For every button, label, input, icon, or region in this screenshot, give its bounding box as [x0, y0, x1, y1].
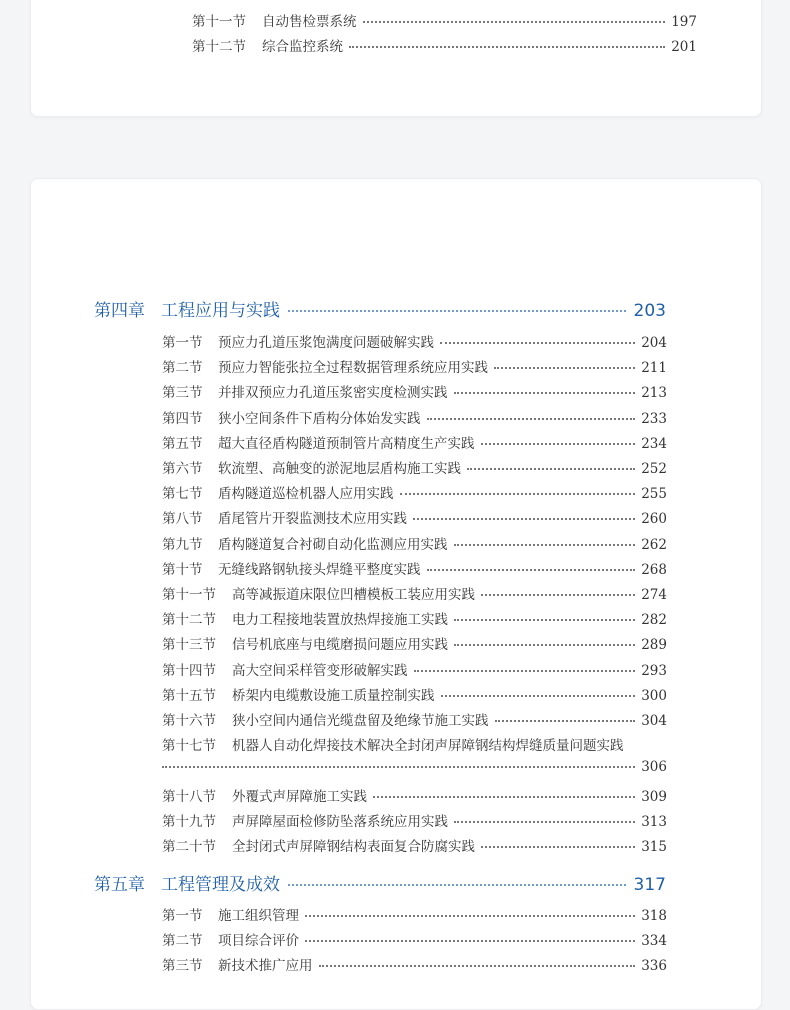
section-label: 第十二节: [162, 612, 216, 629]
toc-entry-continuation: [162, 759, 667, 775]
section-title: 超大直径盾构隧道预制管片高精度生产实践: [218, 435, 475, 452]
section-label: 第二十节: [162, 839, 216, 855]
section-label: 第十节: [162, 561, 203, 578]
section-label: 第十六节: [162, 713, 216, 729]
section-title: 并排双预应力孔道压浆密实度检测实践: [218, 385, 448, 402]
chapter-label: 第四章: [94, 301, 145, 321]
section-title: 桥架内电缆敷设施工质量控制实践: [232, 687, 435, 704]
page-number: 201: [671, 39, 697, 55]
dot-leader: [441, 695, 636, 697]
toc-entry[interactable]: [162, 633, 667, 653]
section-title: 自动售检票系统: [262, 14, 357, 30]
page-number: 318: [641, 908, 667, 924]
section-label: 第三节: [162, 385, 203, 402]
dot-leader: [481, 594, 635, 596]
toc-entry[interactable]: [162, 482, 667, 502]
dot-leader: [481, 443, 636, 445]
page-number: 309: [641, 788, 667, 805]
section-title: 高等减振道床限位凹槽模板工装应用实践: [232, 587, 475, 603]
dot-leader: [305, 915, 635, 917]
section-title: 施工组织管理: [218, 908, 299, 924]
dot-leader: [454, 392, 636, 394]
section-title: 盾尾管片开裂监测技术应用实践: [218, 511, 407, 528]
section-title: 信号机底座与电缆磨损问题应用实践: [232, 637, 448, 654]
section-label: 第八节: [162, 511, 203, 528]
toc-entry[interactable]: [162, 432, 667, 452]
page-number: 313: [641, 813, 667, 830]
section-label: 第一节: [162, 335, 203, 351]
section-title: 狭小空间条件下盾构分体始发实践: [218, 410, 421, 427]
page-number: 336: [641, 958, 667, 975]
section-label: 第二节: [162, 360, 203, 377]
toc-entry[interactable]: [162, 659, 667, 679]
section-title: 高大空间采样管变形破解实践: [232, 662, 408, 679]
section-label: 第十七节: [162, 738, 216, 755]
section-title: 全封闭式声屏障钢结构表面复合防腐实践: [232, 839, 475, 855]
section-label: 第十八节: [162, 788, 216, 805]
toc-entry[interactable]: [162, 810, 667, 830]
page-number: 268: [641, 561, 667, 578]
section-label: 第十一节: [162, 587, 216, 603]
toc-entry[interactable]: [162, 684, 667, 704]
toc-entry[interactable]: [162, 904, 667, 924]
toc-entry[interactable]: [162, 709, 667, 729]
section-label: 第十三节: [162, 637, 216, 654]
section-label: 第六节: [162, 461, 203, 477]
page-number: 255: [641, 486, 667, 503]
dot-leader: [454, 821, 635, 823]
section-label: 第三节: [162, 958, 203, 975]
section-title: 电力工程接地装置放热焊接施工实践: [232, 612, 448, 629]
section-label: 第二节: [162, 933, 203, 950]
chapter-heading[interactable]: [94, 296, 666, 321]
toc-entry[interactable]: [162, 785, 667, 805]
toc-entry[interactable]: [162, 608, 667, 628]
page-number: 234: [641, 435, 667, 452]
section-label: 第四节: [162, 410, 203, 427]
dot-leader: [454, 619, 635, 621]
dot-leader: [319, 965, 636, 967]
dot-leader: [373, 796, 635, 798]
section-title: 外覆式声屏障施工实践: [232, 788, 367, 805]
page-number: 300: [641, 687, 667, 704]
chapter-title: 工程管理及成效: [161, 875, 280, 895]
section-title: 软流塑、高触变的淤泥地层盾构施工实践: [218, 461, 461, 477]
dot-leader: [454, 644, 635, 646]
dot-leader: [400, 493, 636, 495]
dot-leader: [162, 766, 635, 768]
chapter-label: 第五章: [94, 875, 145, 895]
chapter-title: 工程应用与实践: [161, 301, 280, 321]
page-number: 262: [641, 536, 667, 553]
section-label: 第十五节: [162, 687, 216, 704]
section-title: 新技术推广应用: [218, 958, 313, 975]
section-title: 盾构隧道巡检机器人应用实践: [218, 486, 394, 503]
section-label: 第十一节: [192, 14, 246, 30]
page-number: 211: [641, 360, 667, 377]
section-label: 第十四节: [162, 662, 216, 679]
dot-leader: [305, 940, 635, 942]
page-number: 306: [641, 759, 667, 776]
dot-leader: [481, 846, 635, 848]
section-title: 机器人自动化焊接技术解决全封闭声屏障钢结构焊缝质量问题实践: [232, 738, 624, 755]
dot-leader: [467, 468, 635, 470]
dot-leader: [414, 670, 636, 672]
chapter-page-number: 317: [633, 875, 666, 895]
dot-leader: [494, 367, 635, 369]
toc-entry[interactable]: [162, 407, 667, 427]
section-title: 预应力孔道压浆饱满度问题破解实践: [218, 335, 434, 351]
section-label: 第十二节: [192, 39, 246, 55]
chapter-page-number: 203: [633, 301, 666, 321]
page-number: 204: [641, 335, 667, 351]
toc-entry[interactable]: [192, 35, 697, 55]
section-title: 盾构隧道复合衬砌自动化监测应用实践: [218, 536, 448, 553]
toc-entry[interactable]: [162, 835, 667, 855]
section-title: 综合监控系统: [262, 39, 343, 55]
toc-entry[interactable]: [162, 507, 667, 527]
section-title: 项目综合评价: [218, 933, 299, 950]
page-number: 315: [641, 839, 667, 855]
section-title: 预应力智能张拉全过程数据管理系统应用实践: [218, 360, 488, 377]
dot-leader: [427, 569, 636, 571]
chapter-heading[interactable]: [94, 870, 666, 895]
dot-leader: [349, 46, 665, 48]
page-number: 260: [641, 511, 667, 528]
section-title: 无缝线路钢轨接头焊缝平整度实践: [218, 561, 421, 578]
toc-entry[interactable]: [162, 954, 667, 974]
dot-leader: [495, 720, 636, 722]
page-number: 233: [641, 410, 667, 427]
section-label: 第五节: [162, 435, 203, 452]
toc-entry[interactable]: [192, 10, 697, 30]
toc-entry[interactable]: [162, 734, 638, 754]
toc-entry[interactable]: [162, 583, 667, 603]
dot-leader: [288, 310, 626, 312]
page-number: 282: [641, 612, 667, 629]
page-number: 289: [641, 637, 667, 654]
toc-entry[interactable]: [162, 533, 667, 553]
page-number: 334: [641, 933, 667, 950]
section-title: 狭小空间内通信光缆盘留及绝缘节施工实践: [232, 713, 489, 729]
toc-entry[interactable]: [162, 381, 667, 401]
section-title: 声屏障屋面检修防坠落系统应用实践: [232, 813, 448, 830]
section-label: 第一节: [162, 908, 203, 924]
page-number: 197: [671, 14, 697, 30]
toc-entry[interactable]: [162, 457, 667, 477]
dot-leader: [427, 418, 636, 420]
section-label: 第七节: [162, 486, 203, 503]
toc-entry[interactable]: [162, 558, 667, 578]
dot-leader: [363, 21, 666, 23]
page-number: 293: [641, 662, 667, 679]
section-label: 第十九节: [162, 813, 216, 830]
dot-leader: [413, 518, 635, 520]
dot-leader: [288, 884, 626, 886]
page-number: 252: [641, 461, 667, 477]
dot-leader: [440, 342, 635, 344]
section-label: 第九节: [162, 536, 203, 553]
toc-entry[interactable]: [162, 356, 667, 376]
page-number: 274: [641, 587, 667, 603]
page-number: 304: [641, 713, 667, 729]
page-number: 213: [641, 385, 667, 402]
toc-entry[interactable]: [162, 929, 667, 949]
dot-leader: [454, 544, 636, 546]
toc-entry[interactable]: [162, 331, 667, 351]
